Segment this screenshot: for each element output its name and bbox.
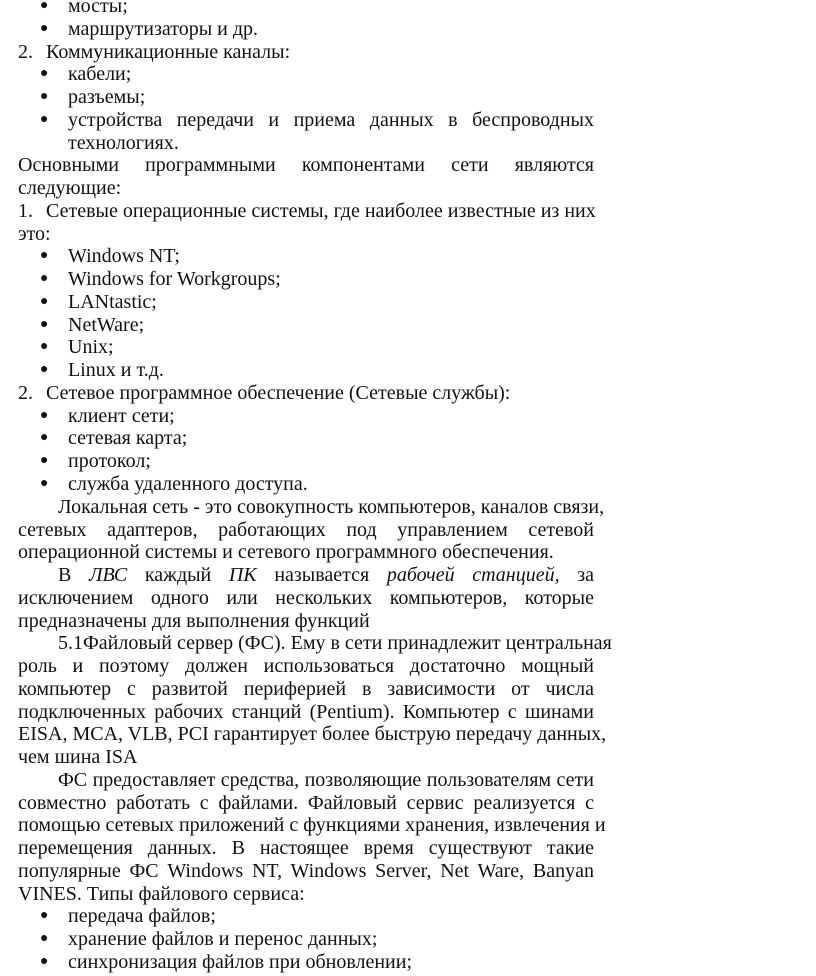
italic-term: рабочей станцией, <box>386 564 560 587</box>
text-run: называется <box>274 564 370 587</box>
paragraph-line: компьютер с развитой периферией в зависимости от числа <box>18 677 594 700</box>
list-item <box>18 268 594 290</box>
bullet-icon: ● <box>40 20 49 36</box>
list-item-text: синхронизация файлов при обновлении; <box>68 951 413 973</box>
paragraph-line: роль и поэтому должен использоваться достаточно мощный <box>18 655 594 678</box>
bullet-icon: ● <box>40 476 49 491</box>
bullet-icon: ● <box>40 407 49 423</box>
list-item <box>18 450 594 472</box>
list-item <box>18 359 594 381</box>
paragraph-line: подключенных рабочих станций (Pentium). Компьютер с шинами <box>18 700 594 723</box>
bullet-icon: ● <box>40 430 49 446</box>
paragraph-line: популярные ФС Windows NT, Windows Server, Net Ware, Banyan <box>18 859 594 882</box>
numbered-item <box>18 41 594 63</box>
list-item <box>18 63 594 85</box>
bullet-icon: ● <box>40 271 49 287</box>
list-item-text: мосты; <box>68 0 128 17</box>
list-item-text: маршрутизаторы и др. <box>68 17 259 40</box>
paragraph-line: чем шина ISA <box>18 746 138 769</box>
paragraph-line: 5.1Файловый сервер (ФС). Ему в сети принадлежит центральная <box>58 632 612 655</box>
list-item-text: кабели; <box>68 63 132 86</box>
paragraph-line: VINES. Типы файлового сервиса: <box>18 882 305 905</box>
list-item-text: устройства передачи и приема данных в беспроводных <box>68 108 594 131</box>
italic-term: ЛВС <box>89 564 128 587</box>
list-item <box>18 928 594 950</box>
numbered-item-text: Коммуникационные каналы: <box>46 40 291 63</box>
paragraph-line <box>18 564 594 586</box>
item-number: 2. <box>18 381 33 404</box>
bullet-icon: ● <box>40 908 49 924</box>
list-item-text: сетевая карта; <box>68 427 188 450</box>
list-item-text: разъемы; <box>68 86 146 109</box>
list-item-continuation <box>18 132 594 154</box>
list-item <box>18 951 594 973</box>
paragraph-line: операционной системы и сетевого программного обеспечения. <box>18 541 554 564</box>
bullet-icon: ● <box>40 248 49 264</box>
paragraph-line: Локальная сеть - это совокупность компьютеров, каналов связи, <box>58 495 605 518</box>
bullet-icon: ● <box>40 339 49 355</box>
paragraph-line: сетевых адаптеров, работающих под управлением сетевой <box>18 518 594 541</box>
text-run: за <box>577 564 595 587</box>
numbered-item-text: Сетевое программное обеспечение (Сетевые службы): <box>46 381 511 404</box>
item-number: 2. <box>18 40 33 63</box>
list-item-text: Windows NT; <box>68 245 180 268</box>
paragraph-line: помощью сетевых приложений с функциями хранения, извлечения и <box>18 814 606 837</box>
list-item <box>18 336 594 358</box>
list-item-text: LANtastic; <box>68 290 157 313</box>
bullet-icon: ● <box>40 293 49 309</box>
list-item-text: Unix; <box>68 336 114 359</box>
list-item-text: служба удаленного доступа. <box>68 473 308 495</box>
list-item <box>18 905 594 927</box>
paragraph-line: исключением одного или нескольких компьютеров, которые <box>18 586 594 609</box>
list-item <box>18 86 594 108</box>
bullet-icon: ● <box>40 931 49 947</box>
paragraph-line: следующие: <box>18 177 122 200</box>
numbered-item <box>18 382 594 404</box>
bullet-icon: ● <box>40 89 49 105</box>
list-item <box>18 0 594 17</box>
paragraph-line: EISA, MCA, VLB, PCI гарантирует более быструю передачу данных, <box>18 723 607 746</box>
paragraph-line: это: <box>18 222 51 245</box>
paragraph-line: ФС предоставляет средства, позволяющие пользователям сети <box>58 768 594 791</box>
list-item <box>18 314 594 336</box>
list-item-text: хранение файлов и перенос данных; <box>68 928 378 951</box>
list-item-text: Linux и т.д. <box>68 359 164 382</box>
paragraph-line: предназначены для выполнения функций <box>18 609 370 632</box>
list-item <box>18 405 594 427</box>
list-item <box>18 473 594 495</box>
list-item-text: клиент сети; <box>68 404 175 427</box>
list-item-text: Windows for Workgroups; <box>68 268 281 291</box>
numbered-item-text: Сетевые операционные системы, где наиболее известные из них <box>46 199 596 222</box>
list-item-text: передача файлов; <box>68 905 216 928</box>
text-run: каждый <box>144 564 212 587</box>
list-item <box>18 427 594 449</box>
text-run: В <box>58 564 72 587</box>
list-item-text: протокол; <box>68 450 151 473</box>
bullet-icon: ● <box>40 0 49 13</box>
bullet-icon: ● <box>40 111 49 127</box>
bullet-icon: ● <box>40 66 49 82</box>
bullet-icon: ● <box>40 316 49 332</box>
list-item <box>18 291 594 313</box>
bullet-icon: ● <box>40 954 49 969</box>
paragraph-line: совместно работать с файлами. Файловый сервис реализуется с <box>18 791 594 814</box>
list-item <box>18 18 594 40</box>
list-item-text: технологиях. <box>68 131 179 154</box>
italic-term: ПК <box>228 564 257 587</box>
paragraph-line: перемещения данных. В настоящее время существуют такие <box>18 837 594 860</box>
paragraph-line: Основными программными компонентами сети являются <box>18 154 594 177</box>
bullet-icon: ● <box>40 362 49 378</box>
list-item <box>18 245 594 267</box>
item-number: 1. <box>18 199 33 222</box>
numbered-item <box>18 200 594 222</box>
list-item-text: NetWare; <box>68 313 145 336</box>
bullet-icon: ● <box>40 453 49 469</box>
list-item <box>18 109 594 131</box>
